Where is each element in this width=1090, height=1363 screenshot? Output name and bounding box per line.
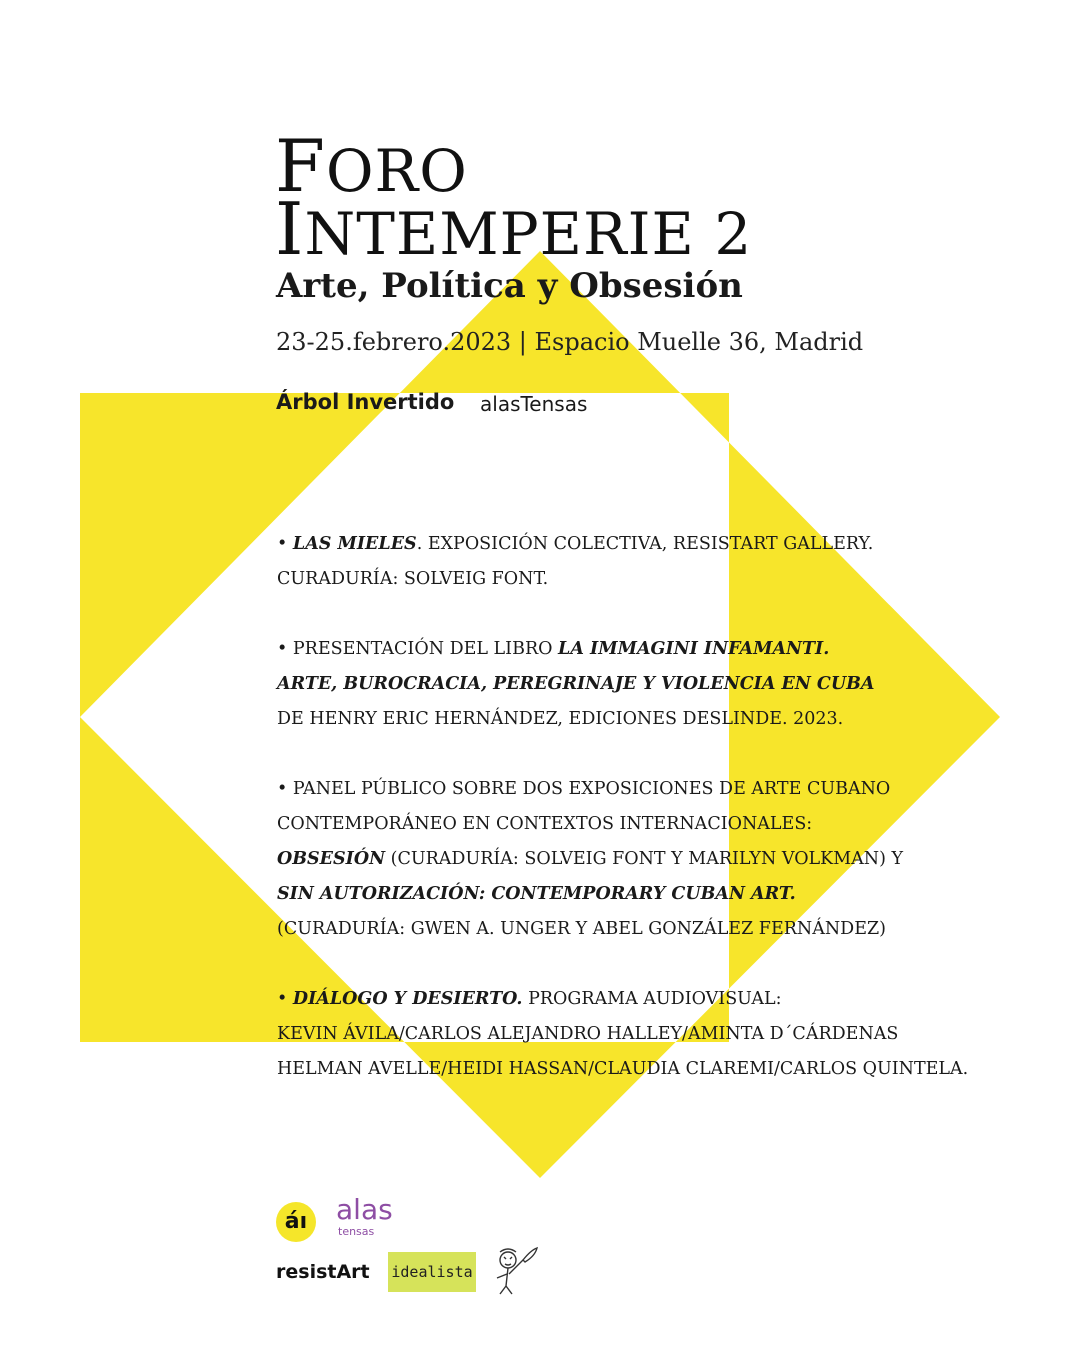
program-title-text: ARTE, BUROCRACIA, PEREGRINAJE Y VIOLENCIA EN CUBA: [277, 674, 875, 694]
program-title-text: DIÁLOGO Y DESIERTO.: [292, 989, 523, 1009]
arbol-invertido-logo: áı: [276, 1202, 316, 1242]
program-line: [277, 1052, 1017, 1087]
program-text: DE HENRY ERIC HERNÁNDEZ, EDICIONES DESLINDE. 2023.: [277, 709, 844, 729]
program-line: [277, 702, 1017, 737]
program-text: CURADURÍA: SOLVEIG FONT.: [277, 569, 549, 589]
program-line: [277, 982, 1017, 1017]
hand-drawn-figure-icon: [490, 1244, 542, 1298]
program-text: KEVIN ÁVILA/CARLOS ALEJANDRO HALLEY/AMINTA D´CÁRDENAS: [277, 1024, 899, 1044]
program-title-text: SIN AUTORIZACIÓN: CONTEMPORARY CUBAN ART.: [277, 884, 796, 904]
organizer-alas-tensas: alasTensas: [480, 392, 588, 416]
program-line: [277, 772, 1017, 807]
title-initial-1: F: [275, 124, 326, 208]
program-line: [277, 527, 1017, 562]
program-line: [277, 667, 1017, 702]
subtitle: Arte, Política y Obsesión: [276, 266, 743, 306]
program-title-text: OBSESIÓN: [277, 849, 386, 869]
program-text: CONTEMPORÁNEO EN CONTEXTOS INTERNACIONALES:: [277, 814, 813, 834]
title-line-2: [275, 187, 753, 271]
program-text: HELMAN AVELLE/HEIDI HASSAN/CLAUDIA CLAREMI/CARLOS QUINTELA.: [277, 1059, 969, 1079]
title-initial-2: I: [275, 187, 305, 271]
program-line: [277, 562, 1017, 597]
program-text: PROGRAMA AUDIOVISUAL:: [522, 989, 782, 1009]
title-rest-1: ORO: [325, 137, 468, 205]
program-line: [277, 632, 1017, 667]
program-line: [277, 842, 1017, 877]
title-rest-2: NTEMPERIE 2: [304, 200, 753, 268]
program-text: (CURADURÍA: SOLVEIG FONT Y MARILYN VOLKMAN) Y: [385, 849, 904, 869]
program-title-text: LA IMMAGINI INFAMANTI.: [558, 639, 830, 659]
program-text: • PANEL PÚBLICO SOBRE DOS EXPOSICIONES DE ARTE CUBANO: [277, 779, 891, 799]
program-list: [277, 527, 1017, 1122]
program-line: [277, 807, 1017, 842]
program-text: (CURADURÍA: GWEN A. UNGER Y ABEL GONZÁLEZ FERNÁNDEZ): [277, 919, 886, 939]
program-line: [277, 912, 1017, 947]
alas-tensas-logo: alas: [336, 1193, 393, 1226]
program-line: [277, 877, 1017, 912]
program-item: [277, 772, 1017, 947]
alas-tensas-logo-subtext: tensas: [338, 1225, 375, 1238]
idealista-logo: idealista: [388, 1252, 476, 1292]
program-item: [277, 632, 1017, 737]
program-text: . EXPOSICIÓN COLECTIVA, RESISTART GALLERY.: [416, 534, 874, 554]
resistart-logo: resistArt: [276, 1261, 370, 1283]
program-item: [277, 527, 1017, 597]
date-venue: 23-25.febrero.2023 | Espacio Muelle 36, Madrid: [276, 328, 864, 356]
program-text: • PRESENTACIÓN DEL LIBRO: [277, 639, 559, 659]
program-line: [277, 1017, 1017, 1052]
program-title-text: LAS MIELES: [292, 534, 417, 554]
organizer-arbol-invertido: Árbol Invertido: [276, 390, 455, 414]
program-text: •: [277, 534, 293, 554]
program-item: [277, 982, 1017, 1087]
program-text: •: [277, 989, 293, 1009]
